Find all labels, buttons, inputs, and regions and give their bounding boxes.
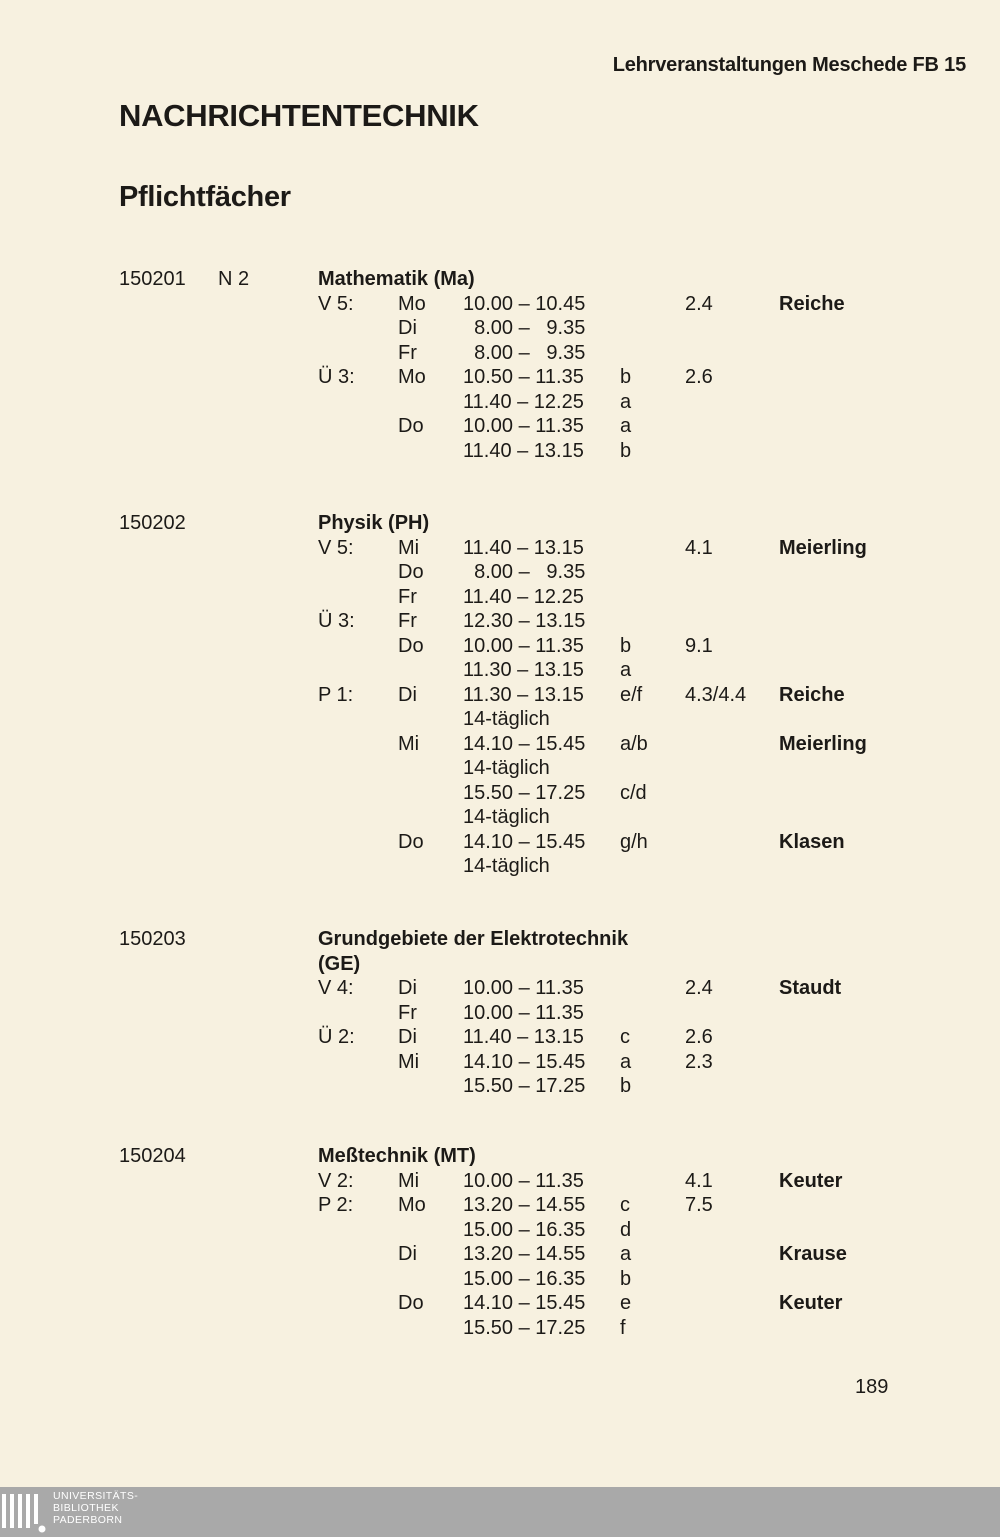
- session-day: Do: [398, 561, 424, 583]
- session-type: P 1:: [318, 683, 354, 706]
- schedule-row: [0, 342, 1000, 367]
- course-title: Meßtechnik (MT): [318, 1145, 476, 1167]
- schedule-row: [0, 831, 1000, 856]
- session-group: c/d: [620, 781, 647, 804]
- session-time: 10.00 – 11.35: [463, 415, 584, 437]
- session-time: 13.20 – 14.55: [463, 1194, 586, 1216]
- session-group: a: [620, 390, 632, 413]
- schedule-row: [0, 1002, 1000, 1027]
- session-time: 10.50 – 11.35: [463, 366, 584, 388]
- schedule-row: [0, 415, 1000, 440]
- schedule-row: [0, 1075, 1000, 1100]
- schedule-row: [0, 1170, 1000, 1195]
- session-group: b: [620, 366, 632, 388]
- session-room: 4.1: [685, 1169, 713, 1192]
- course-number: 150203: [119, 928, 186, 950]
- session-room: 2.4: [685, 292, 713, 315]
- session-group: a: [620, 659, 632, 681]
- session-time: 15.00 – 16.35: [463, 1218, 586, 1241]
- session-type: P 2:: [318, 1194, 354, 1216]
- schedule-row: [0, 610, 1000, 635]
- library-footer: [0, 1487, 1000, 1537]
- session-time: 14.10 – 15.45: [463, 830, 586, 853]
- schedule-row: [0, 293, 1000, 318]
- schedule-row: [0, 440, 1000, 465]
- course-title: Physik (PH): [318, 512, 430, 534]
- session-day: Mo: [398, 292, 426, 315]
- library-name-line: PADERBORN: [53, 1514, 123, 1526]
- session-time: 14-täglich: [463, 708, 550, 730]
- session-group: c: [620, 1194, 630, 1216]
- library-logo-icon: [2, 1490, 46, 1534]
- session-type: V 5:: [318, 536, 354, 559]
- session-time: 14.10 – 15.45: [463, 1050, 586, 1073]
- session-time: 11.40 – 12.25: [463, 585, 584, 608]
- session-room: 7.5: [685, 1194, 713, 1216]
- schedule-row: [0, 586, 1000, 611]
- session-lecturer: Keuter: [779, 1169, 843, 1192]
- session-day: Fr: [398, 1001, 417, 1024]
- session-lecturer: Meierling: [779, 536, 867, 559]
- course-header: [0, 512, 1000, 537]
- schedule-row: [0, 391, 1000, 416]
- session-day: Mo: [398, 366, 426, 388]
- session-time: 8.00 – 9.35: [463, 341, 586, 364]
- session-type: Ü 3:: [318, 366, 355, 388]
- schedule-row: [0, 317, 1000, 342]
- schedule-row: [0, 366, 1000, 391]
- session-room: 2.6: [685, 366, 713, 388]
- session-day: Fr: [398, 610, 417, 632]
- session-lecturer: Klasen: [779, 830, 845, 853]
- schedule-row: [0, 855, 1000, 880]
- schedule-row: [0, 537, 1000, 562]
- session-lecturer: Reiche: [779, 683, 845, 706]
- schedule-row: [0, 1317, 1000, 1342]
- section-title: Pflichtfächer: [119, 181, 291, 213]
- session-day: Fr: [398, 341, 417, 364]
- session-group: b: [620, 634, 632, 657]
- session-group: a: [620, 1050, 632, 1073]
- session-day: Mo: [398, 1194, 426, 1216]
- session-time: 8.00 – 9.35: [463, 561, 586, 583]
- course-number: 150202: [119, 512, 186, 534]
- session-group: c: [620, 1026, 630, 1048]
- session-time: 14-täglich: [463, 757, 550, 779]
- session-group: d: [620, 1218, 632, 1241]
- session-day: Di: [398, 1243, 417, 1265]
- session-type: V 2:: [318, 1169, 354, 1192]
- library-name: [53, 1490, 138, 1526]
- schedule-row: [0, 1243, 1000, 1268]
- session-group: b: [620, 439, 632, 462]
- session-time: 14.10 – 15.45: [463, 1292, 586, 1314]
- session-group: e/f: [620, 683, 643, 706]
- session-time: 15.50 – 17.25: [463, 781, 586, 804]
- course-title: Mathematik (Ma): [318, 268, 475, 290]
- session-time: 11.30 – 13.15: [463, 659, 584, 681]
- session-time: 11.40 – 13.15: [463, 536, 584, 559]
- session-day: Mi: [398, 536, 420, 559]
- session-time: 14.10 – 15.45: [463, 732, 586, 755]
- session-time: 12.30 – 13.15: [463, 610, 586, 632]
- session-lecturer: Meierling: [779, 732, 867, 755]
- course-number: 150201: [119, 268, 186, 290]
- session-type: Ü 2:: [318, 1026, 355, 1048]
- session-time: 14-täglich: [463, 855, 550, 877]
- session-time: 13.20 – 14.55: [463, 1243, 586, 1265]
- session-time: 10.00 – 11.35: [463, 1169, 584, 1192]
- session-day: Mi: [398, 732, 420, 755]
- schedule-row: [0, 684, 1000, 709]
- course-title-part: (GE): [318, 952, 361, 975]
- session-day: Mi: [398, 1050, 420, 1073]
- session-group: a: [620, 1243, 632, 1265]
- session-room: 2.4: [685, 977, 713, 999]
- session-day: Fr: [398, 585, 417, 608]
- session-time: 14-täglich: [463, 806, 550, 828]
- course-header: [0, 928, 1000, 953]
- schedule-row: [0, 1194, 1000, 1219]
- session-group: b: [620, 1267, 632, 1290]
- session-time: 15.50 – 17.25: [463, 1316, 586, 1339]
- schedule-row: [0, 977, 1000, 1002]
- schedule-row: [0, 806, 1000, 831]
- page-title: NACHRICHTENTECHNIK: [119, 98, 479, 133]
- session-time: 10.00 – 11.35: [463, 977, 584, 999]
- session-room: 2.3: [685, 1050, 713, 1073]
- session-day: Do: [398, 1292, 424, 1314]
- schedule-row: [0, 1051, 1000, 1076]
- schedule-row: [0, 561, 1000, 586]
- session-group: a/b: [620, 732, 648, 755]
- session-day: Di: [398, 1026, 417, 1048]
- session-group: e: [620, 1292, 632, 1314]
- session-time: 11.40 – 13.15: [463, 1026, 584, 1048]
- session-type: V 5:: [318, 292, 354, 315]
- library-name-line: BIBLIOTHEK: [53, 1502, 119, 1514]
- session-day: Do: [398, 634, 424, 657]
- schedule-row: [0, 635, 1000, 660]
- session-lecturer: Krause: [779, 1243, 847, 1265]
- schedule-row: [0, 708, 1000, 733]
- session-room: 2.6: [685, 1026, 713, 1048]
- page-number: 189: [855, 1376, 889, 1398]
- session-room: 4.1: [685, 536, 713, 559]
- session-type: Ü 3:: [318, 610, 355, 632]
- session-day: Di: [398, 683, 417, 706]
- session-group: f: [620, 1316, 626, 1339]
- course-header: [0, 1145, 1000, 1170]
- schedule-row: [0, 1026, 1000, 1051]
- running-head: Lehrveranstaltungen Meschede FB 15: [612, 54, 966, 76]
- course-number: 150204: [119, 1145, 186, 1167]
- course-header: [0, 268, 1000, 293]
- session-day: Di: [398, 977, 417, 999]
- session-group: b: [620, 1075, 632, 1097]
- session-room: 4.3/4.4: [685, 683, 747, 706]
- session-time: 10.00 – 11.35: [463, 634, 584, 657]
- session-room: 9.1: [685, 634, 713, 657]
- session-lecturer: Staudt: [779, 977, 842, 999]
- session-time: 11.40 – 13.15: [463, 439, 584, 462]
- session-day: Do: [398, 830, 424, 853]
- session-time: 10.00 – 11.35: [463, 1001, 584, 1024]
- course-title: Grundgebiete der Elektrotechnik: [318, 928, 629, 950]
- session-time: 8.00 – 9.35: [463, 317, 586, 339]
- session-time: 11.40 – 12.25: [463, 390, 584, 413]
- session-lecturer: Keuter: [779, 1292, 843, 1314]
- schedule-row: [0, 659, 1000, 684]
- schedule-row: [0, 757, 1000, 782]
- session-time: 11.30 – 13.15: [463, 683, 584, 706]
- course-semester: N 2: [218, 268, 250, 290]
- session-group: a: [620, 415, 632, 437]
- session-time: 10.00 – 10.45: [463, 292, 586, 315]
- schedule-row: [0, 733, 1000, 758]
- session-day: Di: [398, 317, 417, 339]
- schedule-row: [0, 782, 1000, 807]
- session-day: Do: [398, 415, 424, 437]
- course-title-continued: [0, 953, 1000, 978]
- session-day: Mi: [398, 1169, 420, 1192]
- library-name-line: UNIVERSITÄTS-: [53, 1490, 139, 1502]
- session-time: 15.50 – 17.25: [463, 1075, 586, 1097]
- schedule-row: [0, 1268, 1000, 1293]
- session-lecturer: Reiche: [779, 292, 845, 315]
- session-type: V 4:: [318, 977, 354, 999]
- schedule-row: [0, 1292, 1000, 1317]
- session-group: g/h: [620, 830, 648, 853]
- session-time: 15.00 – 16.35: [463, 1267, 586, 1290]
- schedule-row: [0, 1219, 1000, 1244]
